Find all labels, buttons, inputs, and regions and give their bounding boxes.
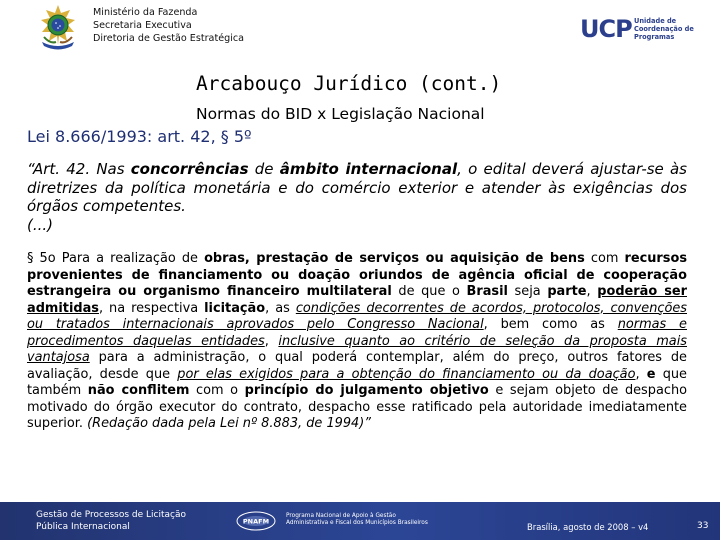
quote-emphasis: concorrências (130, 160, 249, 178)
para-bold: recursos provenientes de financiamento ou doação oriundos de agência oficial de cooperação estrangeira ou organismo financeiro multilateral (27, 251, 687, 299)
para-bold: e (646, 366, 656, 382)
quote-text: , o edital deverá ajustar-se às diretrizes da política monetária e do comércio exterior e atender às exigências dos órgãos competentes. (27, 160, 687, 215)
para-bold: Brasil (466, 284, 508, 299)
footer-course-line: Pública Internacional (36, 522, 130, 532)
footer-program (286, 513, 428, 527)
ucp-tagline-line: Coordenação de (634, 25, 694, 33)
header-line-secretariat: Secretaria Executiva (93, 20, 192, 31)
footer-course-title (36, 509, 186, 533)
header-line-ministry: Ministério da Fazenda (93, 7, 198, 18)
footer-program-line: Administrativa e Fiscal dos Municípios Brasileiros (286, 520, 428, 526)
para-text: com (584, 251, 625, 266)
footer-bar (0, 502, 720, 540)
ucp-logo-letters: UCP (580, 15, 632, 43)
para-text: , bem como as (483, 317, 618, 332)
paragraph-5 (27, 251, 687, 433)
header-line-directorate: Diretoria de Gestão Estratégica (93, 33, 245, 44)
quote-text: de (248, 160, 280, 178)
ministry-header (93, 6, 244, 45)
ucp-tagline-line: Unidade de (634, 17, 677, 25)
para-text: , (264, 333, 279, 349)
quote-text: “Art. 42. Nas (27, 160, 131, 178)
para-bold: parte (547, 284, 587, 299)
para-bold: princípio do julgamento objetivo (244, 383, 489, 398)
slide-title: Arcabouço Jurídico (cont.) (196, 72, 502, 95)
footer-course-line: Gestão de Processos de Licitação (36, 510, 187, 520)
ucp-tagline-line: Programas (634, 33, 675, 41)
para-text: e sejam objeto de despacho motivado do órgão executor do contrato, despacho esse ratificado pela autoridade imediatamente superior. (27, 383, 687, 431)
article-quote (27, 160, 687, 234)
para-text: para a administração, o qual poderá contemplar, além do preço, outros fatores de avaliação, desde que (27, 350, 687, 382)
para-text: , (635, 366, 647, 382)
para-bold: obras, prestação de serviços ou aquisição de bens (204, 251, 585, 266)
para-text: , na respectiva (98, 300, 205, 316)
para-bold-underline: poderão ser admitidas (27, 284, 687, 316)
para-text: § 5o Para a realização de (27, 251, 205, 266)
pnafm-logo-text: PNAFM (242, 517, 270, 526)
para-text: , (586, 284, 598, 299)
footer-date: Brasília, agosto de 2008 – v4 (527, 522, 649, 532)
quote-ellipsis: (...) (27, 215, 54, 234)
para-italic-underline: condições decorrentes de acordos, protocolos, convenções ou tratados internacionais aprovados pelo Congresso Nacional (27, 300, 687, 332)
brazil-coat-of-arms-icon (34, 4, 82, 52)
quote-emphasis: âmbito internacional (279, 160, 458, 178)
para-italic-underline: por elas exigidos para a obtenção do financiamento ou da doação (177, 366, 636, 382)
ucp-logo (580, 14, 706, 44)
para-text: , as (265, 300, 296, 316)
para-bold: licitação (204, 300, 266, 316)
para-italic: (Redação dada pela Lei nº 8.883, de 1994)” (87, 416, 371, 431)
law-heading: Lei 8.666/1993: art. 42, § 5º (27, 127, 252, 146)
para-bold: não conflitem (87, 383, 190, 398)
para-text: que também (27, 366, 687, 398)
slide-subtitle: Normas do BID x Legislação Nacional (196, 105, 485, 123)
para-text: de que o (391, 284, 467, 299)
para-text: com o (189, 383, 245, 398)
para-italic-underline: normas e procedimentos daquelas entidades (27, 317, 687, 349)
page-number: 33 (697, 521, 709, 531)
ucp-logo-tagline (634, 17, 706, 41)
para-text: seja (507, 284, 548, 299)
para-italic-underline: inclusive quanto ao critério de seleção da proposta mais vantajosa (27, 333, 688, 365)
pnafm-logo (236, 510, 276, 532)
footer-program-line: Programa Nacional de Apoio à Gestão (286, 513, 396, 519)
